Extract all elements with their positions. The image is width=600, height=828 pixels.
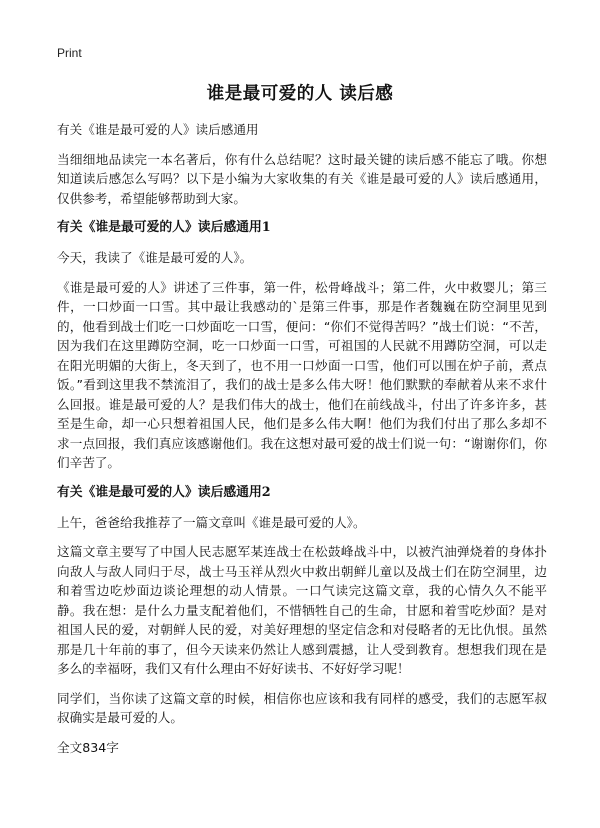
print-link[interactable]: Print: [57, 46, 82, 60]
page-title: 谁是最可爱的人 读后感: [206, 84, 394, 104]
article-body: [57, 120, 547, 767]
section-2-heading: 有关《谁是最可爱的人》读后感通用2: [57, 484, 271, 500]
section-1-heading: 有关《谁是最可爱的人》读后感通用1: [57, 220, 271, 235]
section-2-paragraph-2: 这篇文章主要写了中国人民志愿军某连战士在松鼓峰战斗中，以被汽油弹烧着的身体扑向敌人与敌人同归于尽，战士马玉祥从烈火中救出朝鲜儿童以及战士们在防空洞里，边和着雪边吃炒面边谈论理想的动人情景。一口气读完这篇文章，我的心情久久不能平静。我在想：是什么力量支配着他们，不惜牺牲自己的生命，甘愿和着雪吃炒面？是对祖国人民的爱，对朝鲜人民的爱，对美好理想的坚定信念和对侵略者的无比仇恨。虽然那是几十年前的事了，但今天读来仍然让人感到震撼，让人受到教育。想想我们现在是多么的幸福呀，我们又有什么理由不好好读书、不好好学习呢！: [57, 544, 547, 676]
intro-paragraph: 当细细地品读完一本名著后，你有什么总结呢？这时最关键的读后感不能忘了哦。你想知道读后感怎么写吗？以下是小编为大家收集的有关《谁是最可爱的人》读后感通用，仅供参考，希望能够帮助到大家。: [57, 151, 547, 206]
section-1-paragraph-2: 《谁是最可爱的人》讲述了三件事，第一件，松骨峰战斗；第二件，火中救婴儿；第三件，一口炒面一口雪。其中最让我感动的`是第三件事，那是作者魏巍在防空洞里见到的，他看到战士们吃一口炒面吃一口雪，便问：“你们不觉得苦吗？”战士们说：“不苦，因为我们在这里蹲防空洞，吃一口炒面一口雪，可祖国的人民就不用蹲防空洞，可以走在阳光明媚的大街上，冬天到了，也不用一口炒面一口雪，他们可以围在炉子前，煮点饭。”看到这里我不禁流泪了，我们的战士是多么伟大呀！他们默默的奉献着从来不求什么回报。谁是最可爱的人？是我们伟大的战士，他们在前线战斗，付出了许多许多，甚至是生命，却一心只想着祖国人民，他们是多么伟大啊！他们为我们付出了那么多却不求一点回报，我们真应该感谢他们。我在这想对最可爱的战士们说一句：“谢谢你们，你们辛苦了。: [57, 279, 547, 470]
word-count: 全文834字: [57, 739, 119, 755]
section-2-paragraph-3: 同学们，当你读了这篇文章的时候，相信你也应该和我有同样的感受，我们的志愿军叔叔确实是最可爱的人。: [57, 690, 547, 725]
section-2-paragraph-1: 上午，爸爸给我推荐了一篇文章叫《谁是最可爱的人》。: [57, 514, 366, 530]
section-1-paragraph-1: 今天，我读了《谁是最可爱的人》。: [57, 250, 253, 265]
intro-heading: 有关《谁是最可爱的人》读后感通用: [57, 122, 259, 137]
